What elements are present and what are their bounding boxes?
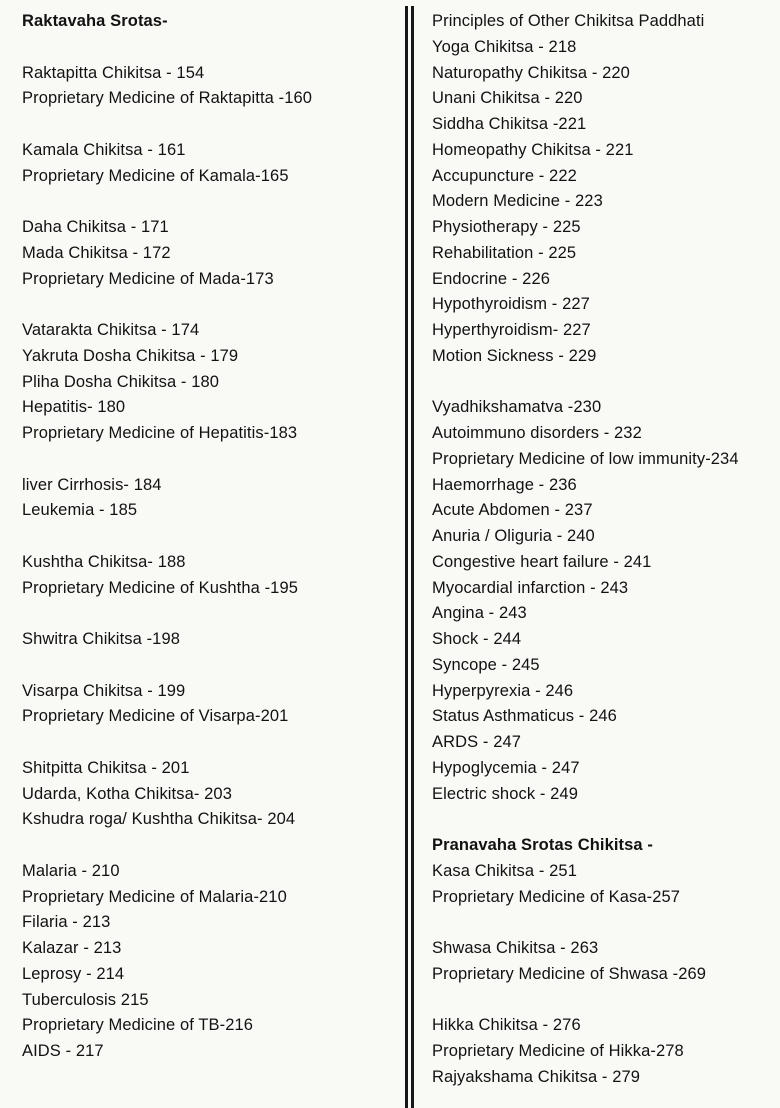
toc-entry: Filaria - 213 bbox=[22, 913, 111, 932]
toc-entry: Shitpitta Chikitsa - 201 bbox=[22, 758, 190, 777]
toc-entry: Hyperthyroidism- 227 bbox=[432, 321, 591, 339]
toc-entry: Angina - 243 bbox=[432, 604, 527, 623]
column-divider-double-rule bbox=[405, 6, 414, 1108]
toc-entry: Kshudra roga/ Kushtha Chikitsa- 204 bbox=[22, 810, 296, 829]
toc-entry: Proprietary Medicine of Hepatitis-183 bbox=[22, 424, 298, 442]
toc-entry: liver Cirrhosis- 184 bbox=[22, 475, 162, 494]
toc-entry: Leprosy - 214 bbox=[22, 964, 125, 983]
toc-entry: Pliha Dosha Chikitsa - 180 bbox=[22, 372, 220, 391]
toc-entry: Hypothyroidism - 227 bbox=[432, 295, 590, 314]
toc-entry: Kushtha Chikitsa- 188 bbox=[22, 552, 186, 571]
toc-entry: Leukemia - 185 bbox=[22, 501, 138, 520]
toc-entry: Rajyakshama Chikitsa - 279 bbox=[432, 1067, 641, 1086]
toc-blank-line bbox=[22, 112, 394, 138]
toc-entry: Mada Chikitsa - 172 bbox=[22, 243, 171, 262]
toc-entry: Physiotherapy - 225 bbox=[432, 218, 581, 236]
toc-entry: Proprietary Medicine of Shwasa -269 bbox=[432, 964, 707, 983]
toc-entry: Status Asthmaticus - 246 bbox=[432, 707, 617, 726]
toc-entry: Proprietary Medicine of Visarpa-201 bbox=[22, 707, 289, 726]
toc-entry: Modern Medicine - 223 bbox=[432, 192, 603, 211]
toc-entry: Visarpa Chikitsa - 199 bbox=[22, 681, 186, 700]
toc-entry: Proprietary Medicine of Malaria-210 bbox=[22, 887, 287, 906]
toc-blank-line bbox=[22, 447, 394, 473]
toc-blank-line bbox=[22, 524, 394, 550]
toc-entry: Kamala Chikitsa - 161 bbox=[22, 140, 186, 159]
toc-entry: Vyadhikshamatva -230 bbox=[432, 398, 602, 417]
toc-entry: Haemorrhage - 236 bbox=[432, 475, 577, 494]
toc-entry: Kasa Chikitsa - 251 bbox=[432, 861, 577, 880]
toc-entry: AIDS - 217 bbox=[22, 1042, 104, 1060]
toc-entry: Proprietary Medicine of Kushtha -195 bbox=[22, 578, 298, 597]
toc-entry: Endocrine - 226 bbox=[432, 269, 550, 288]
toc-entry: Vatarakta Chikitsa - 174 bbox=[22, 321, 200, 339]
toc-entry: Hyperpyrexia - 246 bbox=[432, 681, 574, 700]
toc-blank-line bbox=[22, 833, 394, 859]
toc-entry: Shock - 244 bbox=[432, 630, 522, 648]
toc-entry: Rehabilitation - 225 bbox=[432, 243, 577, 262]
toc-entry: Congestive heart failure - 241 bbox=[432, 552, 652, 571]
toc-entry: Proprietary Medicine of Kasa-257 bbox=[432, 887, 681, 906]
toc-entry: Hepatitis- 180 bbox=[22, 398, 126, 417]
toc-entry: Kalazar - 213 bbox=[22, 939, 122, 957]
toc-entry: Malaria - 210 bbox=[22, 861, 120, 880]
toc-entry: Homeopathy Chikitsa - 221 bbox=[432, 140, 634, 159]
toc-entry: Myocardial infarction - 243 bbox=[432, 578, 629, 597]
toc-right-column bbox=[432, 0, 778, 1091]
toc-entry: Yoga Chikitsa - 218 bbox=[432, 37, 577, 56]
toc-entry: Proprietary Medicine of low immunity-234 bbox=[432, 449, 739, 468]
toc-section-heading: Raktavaha Srotas- bbox=[22, 12, 168, 30]
toc-entry: Raktapitta Chikitsa - 154 bbox=[22, 63, 205, 82]
toc-entry: Tuberculosis 215 bbox=[22, 990, 149, 1009]
toc-entry: Hikka Chikitsa - 276 bbox=[432, 1016, 581, 1035]
toc-blank-line bbox=[432, 807, 778, 833]
toc-entry: Yakruta Dosha Chikitsa - 179 bbox=[22, 346, 239, 365]
toc-blank-line bbox=[432, 910, 778, 936]
toc-entry: Hypoglycemia - 247 bbox=[432, 758, 580, 777]
toc-blank-line bbox=[432, 370, 778, 396]
toc-blank-line bbox=[22, 292, 394, 318]
toc-left-column bbox=[22, 0, 394, 1065]
toc-entry: Proprietary Medicine of Raktapitta -160 bbox=[22, 89, 313, 108]
toc-entry: Acute Abdomen - 237 bbox=[432, 501, 593, 520]
toc-entry: Proprietary Medicine of TB-216 bbox=[22, 1016, 254, 1035]
toc-entry: Unani Chikitsa - 220 bbox=[432, 89, 583, 108]
toc-entry: Proprietary Medicine of Mada-173 bbox=[22, 269, 274, 288]
toc-entry: Proprietary Medicine of Hikka-278 bbox=[432, 1042, 684, 1060]
toc-entry: Syncope - 245 bbox=[432, 655, 540, 674]
toc-entry: Electric shock - 249 bbox=[432, 784, 578, 803]
toc-entry: Accupuncture - 222 bbox=[432, 166, 577, 185]
toc-entry: Anuria / Oliguria - 240 bbox=[432, 527, 595, 545]
toc-blank-line bbox=[22, 35, 394, 61]
toc-entry: Principles of Other Chikitsa Paddhati bbox=[432, 12, 705, 30]
toc-entry: Proprietary Medicine of Kamala-165 bbox=[22, 166, 289, 185]
toc-blank-line bbox=[22, 601, 394, 627]
toc-entry: Autoimmuno disorders - 232 bbox=[432, 424, 642, 442]
toc-blank-line bbox=[22, 189, 394, 215]
toc-blank-line bbox=[22, 730, 394, 756]
toc-blank-line bbox=[22, 653, 394, 679]
toc-entry: Daha Chikitsa - 171 bbox=[22, 218, 169, 236]
toc-entry: ARDS - 247 bbox=[432, 733, 522, 751]
toc-blank-line bbox=[432, 988, 778, 1014]
toc-entry: Shwitra Chikitsa -198 bbox=[22, 630, 180, 648]
toc-entry: Udarda, Kotha Chikitsa- 203 bbox=[22, 784, 232, 803]
toc-entry: Siddha Chikitsa -221 bbox=[432, 115, 587, 133]
toc-entry: Shwasa Chikitsa - 263 bbox=[432, 939, 599, 957]
toc-entry: Motion Sickness - 229 bbox=[432, 346, 597, 365]
toc-entry: Naturopathy Chikitsa - 220 bbox=[432, 63, 630, 82]
toc-section-heading: Pranavaha Srotas Chikitsa - bbox=[432, 836, 653, 854]
